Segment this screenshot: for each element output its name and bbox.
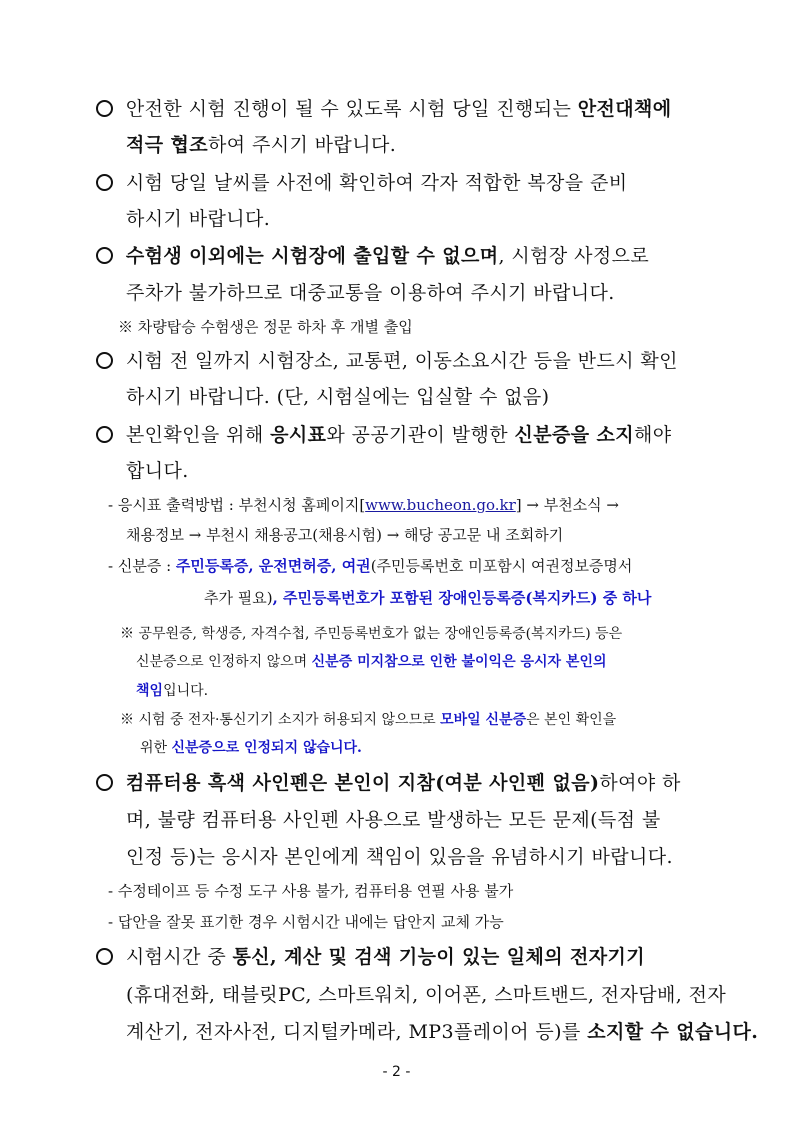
mobile-id-note-line-2 bbox=[140, 737, 362, 757]
mobile-id-note-line-1 bbox=[120, 709, 616, 729]
text: ※ 공무원증, 학생증, 자격수첩, 주민등록번호가 없는 장애인등록증(복지카드) 등은 bbox=[120, 626, 623, 642]
ticket-print-line-2 bbox=[126, 524, 563, 545]
device-item-line-2 bbox=[126, 980, 726, 1007]
text: 와 공공기관이 발행한 bbox=[326, 424, 515, 446]
blue-text: 주민등록증, 운전면허증, 여권 bbox=[175, 557, 371, 575]
item-4-line-2 bbox=[126, 382, 549, 409]
device-item-line-1 bbox=[96, 942, 645, 969]
item-5-line-1 bbox=[96, 420, 672, 447]
bold-text: 소지할 수 없습니다. bbox=[587, 1021, 759, 1043]
id-card-line-1 bbox=[108, 555, 632, 576]
bold-text: 수험생 이외에는 시험장에 출입할 수 없으며 bbox=[125, 245, 499, 267]
circle-bullet-icon bbox=[96, 426, 113, 443]
circle-bullet-icon bbox=[96, 352, 113, 369]
circle-bullet-icon bbox=[96, 174, 113, 191]
item-3-line-1 bbox=[96, 241, 649, 268]
homepage-link[interactable]: www.bucheon.go.kr bbox=[365, 496, 516, 514]
text: - 답안을 잘못 표기한 경우 시험시간 내에는 답안지 교체 가능 bbox=[108, 913, 504, 931]
id-card-line-2 bbox=[204, 587, 651, 608]
text: 인정 등)는 응시자 본인에게 책임이 있음을 유념하시기 바랍니다. bbox=[126, 846, 673, 868]
text: , 시험장 사정으로 bbox=[498, 245, 650, 267]
circle-bullet-icon bbox=[96, 774, 113, 791]
device-item-line-3 bbox=[126, 1017, 758, 1044]
text: 주차가 불가하므로 대중교통을 이용하여 주시기 바랍니다. bbox=[126, 282, 615, 304]
bold-text: 적극 협조 bbox=[126, 134, 209, 156]
text: - 수정테이프 등 수정 도구 사용 불가, 컴퓨터용 연필 사용 불가 bbox=[108, 882, 514, 900]
blue-text: 책임 bbox=[136, 683, 164, 699]
blue-text: , 주민등록번호가 포함된 장애인등록증(복지카드) 중 하나 bbox=[272, 589, 652, 607]
parking-note bbox=[118, 316, 413, 337]
text: 며, 불량 컴퓨터용 사인펜 사용으로 발생하는 모든 문제(득점 불 bbox=[126, 809, 661, 831]
text: (주민등록번호 미포함시 여권정보증명서 bbox=[370, 557, 633, 575]
item-5-line-2 bbox=[126, 456, 189, 483]
text: 시험 전 일까지 시험장소, 교통편, 이동소요시간 등을 반드시 확인 bbox=[125, 350, 678, 372]
blue-text: 신분증으로 인정되지 않습니다. bbox=[171, 740, 362, 756]
page-number: - 2 - bbox=[382, 1064, 411, 1080]
bold-text: 컴퓨터용 흑색 사인펜은 본인이 지참(여분 사인펜 없음) bbox=[125, 772, 600, 794]
blue-text: 신분증 미지참으로 인한 불이익은 응시자 본인의 bbox=[311, 654, 607, 670]
text: 안전한 시험 진행이 될 수 있도록 시험 당일 진행되는 bbox=[125, 98, 578, 120]
invalid-id-note-line-1 bbox=[120, 623, 622, 643]
bold-text: 통신, 계산 및 검색 기능이 있는 일체의 전자기기 bbox=[232, 946, 645, 968]
pen-item-line-3 bbox=[126, 842, 673, 869]
text: 본인확인을 위해 bbox=[125, 424, 271, 446]
bold-text: 신분증을 소지 bbox=[514, 424, 634, 446]
text: 시험시간 중 bbox=[125, 946, 233, 968]
item-2-line-2 bbox=[126, 204, 270, 231]
text: 신분증으로 인정하지 않으며 bbox=[136, 654, 312, 670]
text: 합니다. bbox=[126, 460, 189, 482]
text: (휴대전화, 태블릿PC, 스마트워치, 이어폰, 스마트밴드, 전자담배, 전자 bbox=[126, 984, 727, 1006]
text: 해야 bbox=[633, 424, 672, 446]
text: 하여 주시기 바랍니다. bbox=[208, 134, 397, 156]
invalid-id-note-line-2 bbox=[136, 651, 607, 671]
bold-text: 응시표 bbox=[270, 424, 327, 446]
invalid-id-note-line-3 bbox=[136, 680, 208, 700]
text: 채용정보 → 부천시 채용공고(채용시험) → 해당 공고문 내 조회하기 bbox=[126, 526, 564, 544]
ticket-print-line-1 bbox=[108, 494, 619, 515]
circle-bullet-icon bbox=[96, 100, 113, 117]
label: - 신분증 : bbox=[108, 557, 176, 575]
item-1-line-1 bbox=[96, 94, 671, 121]
text: 하시기 바랍니다. (단, 시험실에는 입실할 수 없음) bbox=[126, 386, 550, 408]
text: ※ 시험 중 전자·통신기기 소지가 허용되지 않으므로 bbox=[120, 712, 441, 728]
item-2-line-1 bbox=[96, 168, 628, 195]
circle-bullet-icon bbox=[96, 247, 113, 264]
item-4-line-1 bbox=[96, 346, 678, 373]
text: 하시기 바랍니다. bbox=[126, 208, 271, 230]
pen-item-line-2 bbox=[126, 805, 661, 832]
pen-sub-2 bbox=[108, 911, 504, 932]
text: - 응시표 출력방법 : 부천시청 홈페이지[ bbox=[108, 496, 366, 514]
text: 시험 당일 날씨를 사전에 확인하여 각자 적합한 복장을 준비 bbox=[125, 172, 628, 194]
text: 추가 필요) bbox=[204, 589, 273, 607]
item-3-line-2 bbox=[126, 278, 615, 305]
blue-text: 모바일 신분증 bbox=[440, 712, 527, 728]
text: ] → 부천소식 → bbox=[515, 496, 620, 514]
circle-bullet-icon bbox=[96, 948, 113, 965]
text: 입니다. bbox=[163, 683, 209, 699]
text: 하여야 하 bbox=[599, 772, 681, 794]
pen-sub-1 bbox=[108, 880, 513, 901]
text: 은 본인 확인을 bbox=[526, 712, 617, 728]
text: 위한 bbox=[140, 740, 172, 756]
pen-item-line-1 bbox=[96, 768, 681, 795]
bold-text: 안전대책에 bbox=[577, 98, 672, 120]
text: 계산기, 전자사전, 디지털카메라, MP3플레이어 등)를 bbox=[126, 1021, 588, 1043]
note-text: ※ 차량탑승 수험생은 정문 하차 후 개별 출입 bbox=[118, 318, 413, 336]
item-1-line-2 bbox=[126, 130, 396, 157]
